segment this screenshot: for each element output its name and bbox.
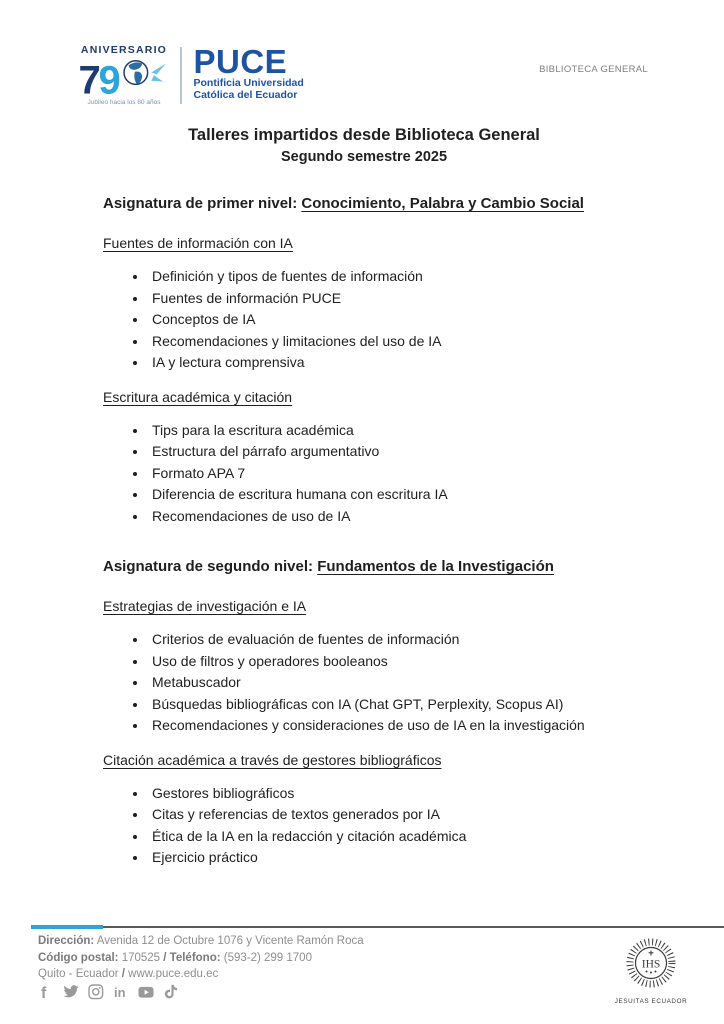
bullet-item: • Estructura del párrafo argumentativo — [148, 441, 625, 463]
phone-value: (593-2) 299 1700 — [220, 951, 312, 964]
puce-acronym: PUCE — [193, 43, 288, 80]
bullet-item: • Recomendaciones y limitaciones del uso de IA — [148, 331, 625, 353]
footer-divider — [31, 926, 724, 928]
footer-contact — [38, 933, 364, 983]
course-heading-first-level — [103, 194, 625, 214]
course-name: Conocimiento, Palabra y Cambio Social — [301, 195, 584, 212]
puce-subtitle-line2: Católica del Ecuador — [193, 89, 298, 101]
facebook-glyph: f — [41, 985, 47, 1000]
anniversary-tagline: Jubileo hacia los 80 años — [87, 99, 161, 106]
anniversary-wordmark: ANIVERSARIO — [80, 44, 168, 56]
department-label: BIBLIOTECA GENERAL — [539, 64, 648, 75]
bullet-item: • Conceptos de IA — [148, 309, 625, 331]
bullet-item: • Gestores bibliográficos — [148, 783, 625, 805]
bullet-list — [103, 629, 625, 737]
topic-title-escritura: Escritura académica y citación — [103, 388, 293, 405]
bullet-item: • Citas y referencias de textos generados por IA — [148, 804, 625, 826]
digit-9: 9 — [98, 58, 121, 98]
youtube-icon[interactable] — [138, 984, 154, 1000]
bird-wing-icon — [151, 63, 166, 74]
social-icons-row — [38, 984, 179, 1000]
bullet-list — [103, 266, 625, 374]
linkedin-glyph: in — [113, 985, 126, 1000]
puce-logo — [193, 43, 304, 101]
city-separator: / — [121, 968, 125, 980]
ihs-monogram: IHS — [641, 958, 661, 971]
document-body — [103, 125, 625, 869]
logo-divider — [180, 47, 182, 104]
bullet-item: • Fuentes de información PUCE — [148, 288, 625, 310]
bullet-item: • Recomendaciones de uso de IA — [148, 506, 625, 528]
globe-north-america — [129, 62, 143, 69]
bullet-item: • Uso de filtros y operadores booleanos — [148, 651, 625, 673]
city-value: Quito - Ecuador — [38, 968, 122, 980]
bullet-item: • Recomendaciones y consideraciones de uso de IA en la investigación — [148, 715, 625, 737]
page-title: Talleres impartidos desde Biblioteca General — [188, 126, 540, 144]
website-value: www.puce.edu.ec — [124, 968, 219, 980]
puce-subtitle-line1: Pontificia Universidad — [193, 77, 304, 89]
footer-city-line — [38, 966, 364, 983]
jesuitas-logo — [606, 936, 696, 1005]
jesuitas-label: JESUITAS ECUADOR — [614, 998, 688, 1005]
address-label: Dirección: — [38, 935, 95, 947]
bullet-item: • Ética de la IA en la redacción y citación académica — [148, 826, 625, 848]
course-heading-second-level — [103, 557, 625, 577]
anniversary-logo — [78, 44, 170, 106]
tiktok-icon[interactable] — [163, 984, 179, 1000]
facebook-icon[interactable] — [38, 984, 54, 1000]
header — [78, 44, 304, 106]
jesuitas-sunburst-icon — [624, 936, 678, 990]
course-name: Fundamentos de la Investigación — [317, 558, 554, 575]
bullet-item: • Tips para la escritura académica — [148, 420, 625, 442]
phone-label: / Teléfono: — [163, 951, 221, 964]
bullet-item: • IA y lectura comprensiva — [148, 352, 625, 374]
topic-title-estrategias: Estrategias de investigación e IA — [103, 598, 307, 614]
digit-7: 7 — [78, 58, 101, 98]
bullet-item: • Búsquedas bibliográficas con IA (Chat GPT, Perplexity, Scopus AI) — [148, 694, 625, 716]
twitter-icon[interactable] — [63, 984, 79, 1000]
address-value: Avenida 12 de Octubre 1076 y Vicente Ramón Roca — [94, 935, 364, 947]
bullet-item: • Diferencia de escritura humana con escritura IA — [148, 484, 625, 506]
footer-address-line — [38, 933, 364, 950]
linkedin-icon[interactable] — [113, 984, 129, 1000]
bullet-item: • Ejercicio práctico — [148, 847, 625, 869]
bird-body-icon — [151, 75, 163, 81]
course-heading-prefix: Asignatura de primer nivel: — [103, 195, 302, 212]
topic-title-fuentes-ia: Fuentes de información con IA — [103, 235, 293, 251]
bullet-item: • Criterios de evaluación de fuentes de información — [148, 629, 625, 651]
bullet-item: • Metabuscador — [148, 672, 625, 694]
bullet-list — [103, 783, 625, 869]
postal-value: 170525 — [118, 951, 164, 964]
postal-label: Código postal: — [38, 951, 119, 964]
course-heading-prefix: Asignatura de segundo nivel: — [103, 558, 318, 575]
bullet-item: • Definición y tipos de fuentes de información — [148, 266, 625, 288]
footer-divider-accent — [31, 925, 103, 930]
bullet-item: • Formato APA 7 — [148, 463, 625, 485]
anniversary-79-globe-icon — [78, 58, 170, 98]
instagram-icon[interactable] — [88, 984, 104, 1000]
topic-title-citacion-gestores: Citación académica a través de gestores bibliográficos — [103, 751, 442, 768]
page-subtitle: Segundo semestre 2025 — [280, 149, 448, 165]
bullet-list — [103, 420, 625, 528]
footer-postal-phone-line — [38, 950, 364, 967]
